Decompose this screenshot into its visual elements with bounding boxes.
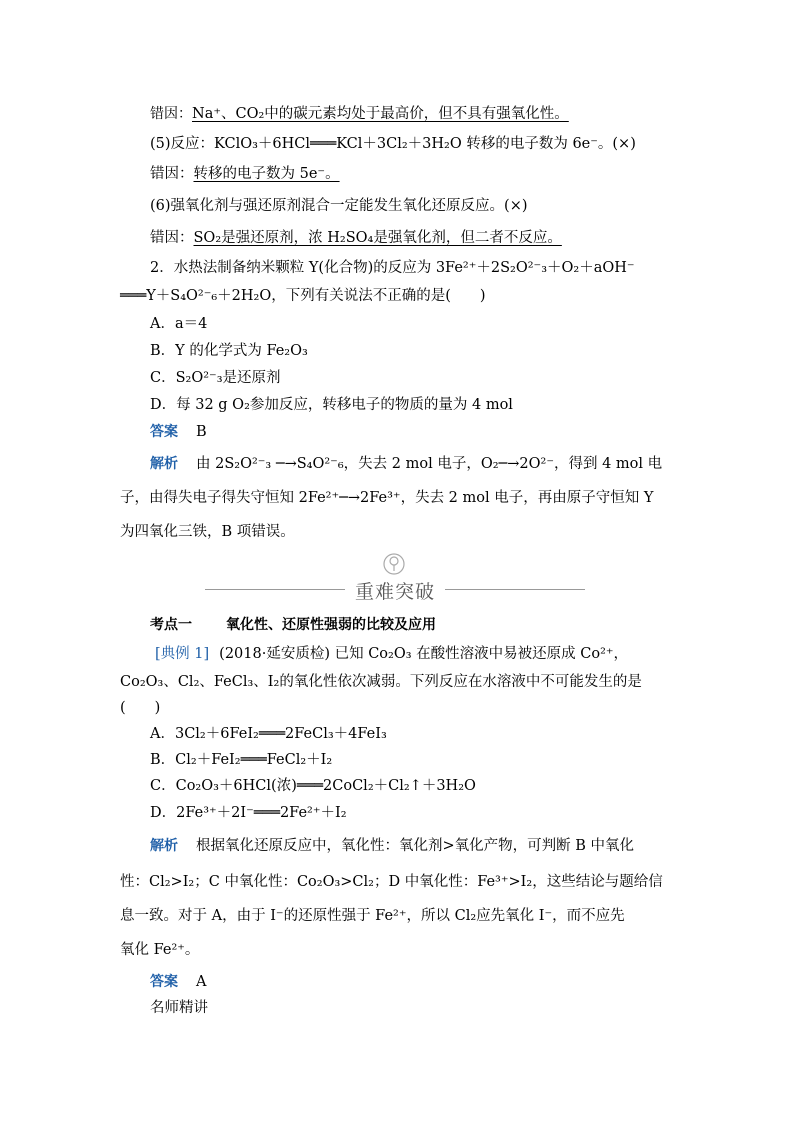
- option-c: C．S₂O²⁻₃是还原剂: [150, 370, 281, 386]
- answer-line: 答案 A: [150, 974, 207, 990]
- section-banner: [205, 553, 585, 603]
- banner-rule-right: [445, 589, 585, 590]
- analysis-label: 解析: [150, 456, 178, 472]
- question-2-stem-cont: ═══Y＋S₄O²⁻₆＋2H₂O，下列有关说法不正确的是( ): [120, 288, 486, 304]
- option-b: B．Y 的化学式为 Fe₂O₃: [150, 343, 308, 359]
- option-b: B．Cl₂＋FeI₂═══FeCl₂＋I₂: [150, 752, 333, 768]
- answer-label: 答案: [150, 974, 178, 990]
- analysis-line: 氧化 Fe²⁺。: [120, 942, 200, 958]
- statement-5: (5)反应：KClO₃＋6HCl═══KCl＋3Cl₂＋3H₂O 转移的电子数为 6e⁻。(×): [150, 136, 636, 152]
- example-tag: [典例 1]: [155, 646, 210, 662]
- medal-icon: [383, 553, 405, 575]
- analysis-label: 解析: [150, 838, 178, 854]
- example-line: ( ): [120, 700, 161, 716]
- example-line: [典例 1] (2018·延安质检) 已知 Co₂O₃ 在酸性溶液中易被还原成 Co²⁺，: [155, 646, 629, 662]
- analysis-line: 子，由得失电子得失守恒知 2Fe²⁺─→2Fe³⁺，失去 2 mol 电子，再由原子守恒知 Y: [120, 490, 654, 506]
- statement-6: (6)强氧化剂与强还原剂混合一定能发生氧化还原反应。(×): [150, 198, 528, 214]
- error-reason-line: 错因：转移的电子数为 5e⁻。: [150, 166, 340, 182]
- question-2-stem: 2．水热法制备纳米颗粒 Y(化合物)的反应为 3Fe²⁺＋2S₂O²⁻₃＋O₂＋aOH⁻: [150, 260, 635, 276]
- answer-label: 答案: [150, 424, 178, 440]
- error-reason-line: 错因：SO₂是强还原剂，浓 H₂SO₄是强氧化剂，但二者不反应。: [150, 230, 562, 246]
- section-title: 考点一 氧化性、还原性强弱的比较及应用: [150, 617, 436, 633]
- banner-title: 重难突破: [355, 581, 436, 603]
- option-d: D．2Fe³⁺＋2I⁻═══2Fe²⁺＋I₂: [150, 805, 347, 821]
- analysis-line: 解析 由 2S₂O²⁻₃ ─→S₄O²⁻₆，失去 2 mol 电子，O₂─→2O²⁻，得到 4 mol 电: [150, 456, 663, 472]
- option-a: A．3Cl₂＋6FeI₂═══2FeCl₃＋4FeI₃: [150, 726, 387, 742]
- option-d: D．每 32 g O₂参加反应，转移电子的物质的量为 4 mol: [150, 397, 513, 413]
- answer-line: 答案 B: [150, 424, 207, 440]
- example-line: Co₂O₃、Cl₂、FeCl₃、I₂的氧化性依次减弱。下列反应在水溶液中不可能发生的是: [120, 674, 642, 690]
- footer-heading: 名师精讲: [150, 1000, 208, 1016]
- analysis-line: 息一致。对于 A，由于 I⁻的还原性强于 Fe²⁺，所以 Cl₂应先氧化 I⁻，而不应先: [120, 908, 625, 924]
- option-a: A．a＝4: [150, 316, 208, 332]
- analysis-line: 性：Cl₂>I₂；C 中氧化性：Co₂O₃>Cl₂；D 中氧化性：Fe³⁺>I₂，这些结论与题给信: [120, 874, 663, 890]
- analysis-line: 为四氧化三铁，B 项错误。: [120, 524, 295, 540]
- option-c: C．Co₂O₃＋6HCl(浓)═══2CoCl₂＋Cl₂↑＋3H₂O: [150, 778, 476, 794]
- banner-rule-left: [205, 589, 345, 590]
- error-reason-line: 错因：Na⁺、CO₂中的碳元素均处于最高价，但不具有强氧化性。: [150, 106, 569, 122]
- analysis-line: 解析 根据氧化还原反应中，氧化性：氧化剂>氧化产物，可判断 B 中氧化: [150, 838, 635, 854]
